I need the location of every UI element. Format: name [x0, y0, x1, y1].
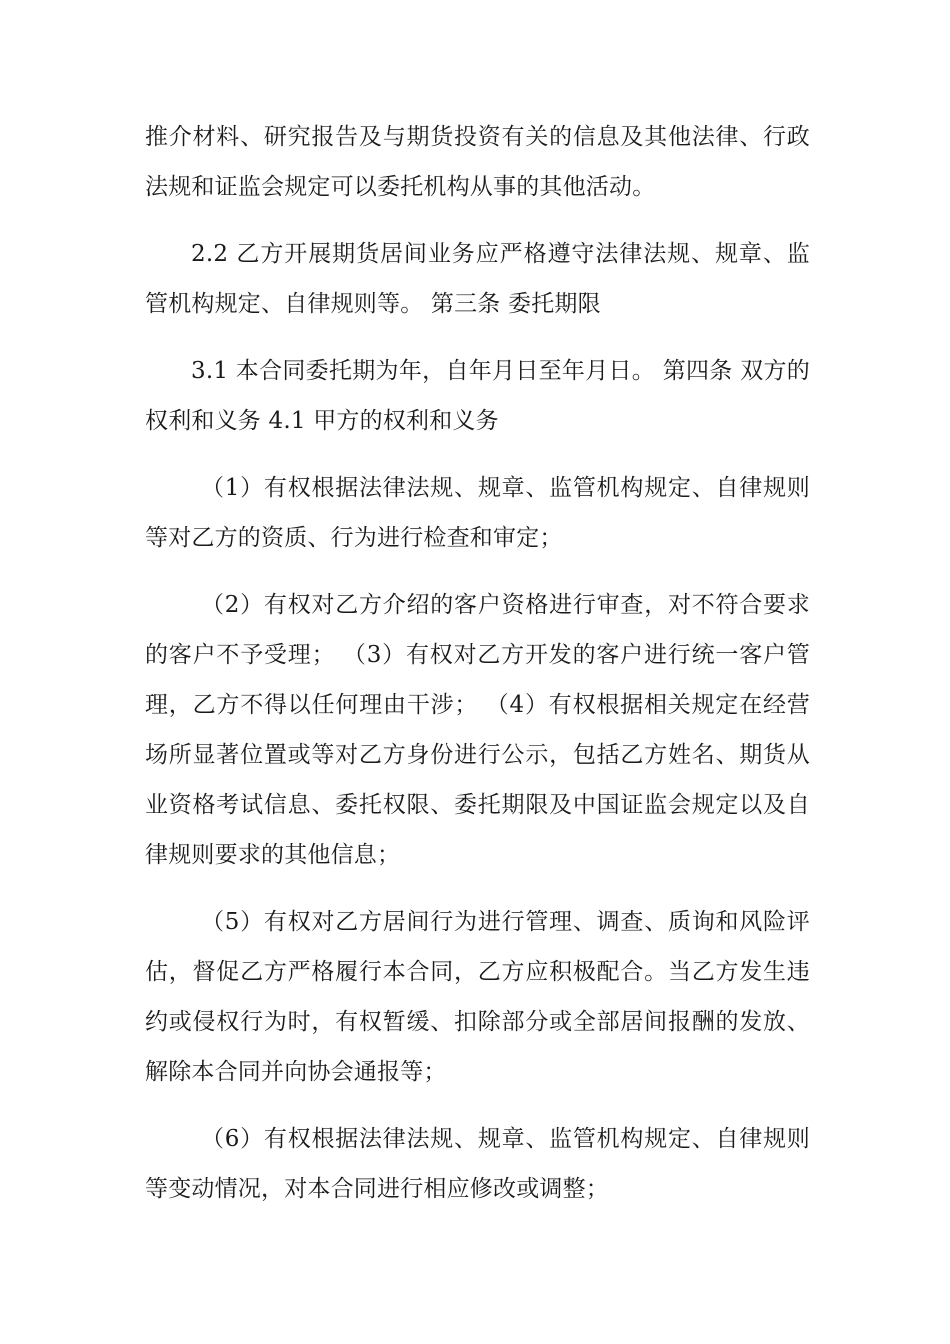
paragraph-2-2: 2.2 乙方开展期货居间业务应严格遵守法律法规、规章、监管机构规定、自律规则等。 第三条 委托期限: [145, 241, 810, 317]
paragraph-item-1: （1）有权根据法律法规、规章、监管机构规定、自律规则等对乙方的资质、行为进行检查和审定；: [145, 475, 810, 551]
document-body: [145, 112, 810, 1231]
paragraph-3-1: 3.1 本合同委托期为年，自年月日至年月日。 第四条 双方的权利和义务 4.1 甲方的权利和义务: [145, 358, 810, 434]
paragraph-item-6: （6）有权根据法律法规、规章、监管机构规定、自律规则等变动情况，对本合同进行相应修改或调整；: [145, 1126, 810, 1202]
paragraph-items-2-4: （2）有权对乙方介绍的客户资格进行审查，对不符合要求的客户不予受理； （3）有权对乙方开发的客户进行统一客户管理，乙方不得以任何理由干涉； （4）有权根据相关规定在经营场所显著位置或等对乙方身份进行公示，包括乙方姓名、期货从业资格考试信息、委托权限、委托期限及中国证监会规定以及自律规则要求的其他信息；: [145, 592, 810, 868]
paragraph-continuation: 推介材料、研究报告及与期货投资有关的信息及其他法律、行政法规和证监会规定可以委托机构从事的其他活动。: [145, 124, 810, 200]
paragraph-item-5: （5）有权对乙方居间行为进行管理、调查、质询和风险评估，督促乙方严格履行本合同，乙方应积极配合。当乙方发生违约或侵权行为时，有权暂缓、扣除部分或全部居间报酬的发放、解除本合同并向协会通报等；: [145, 909, 810, 1085]
